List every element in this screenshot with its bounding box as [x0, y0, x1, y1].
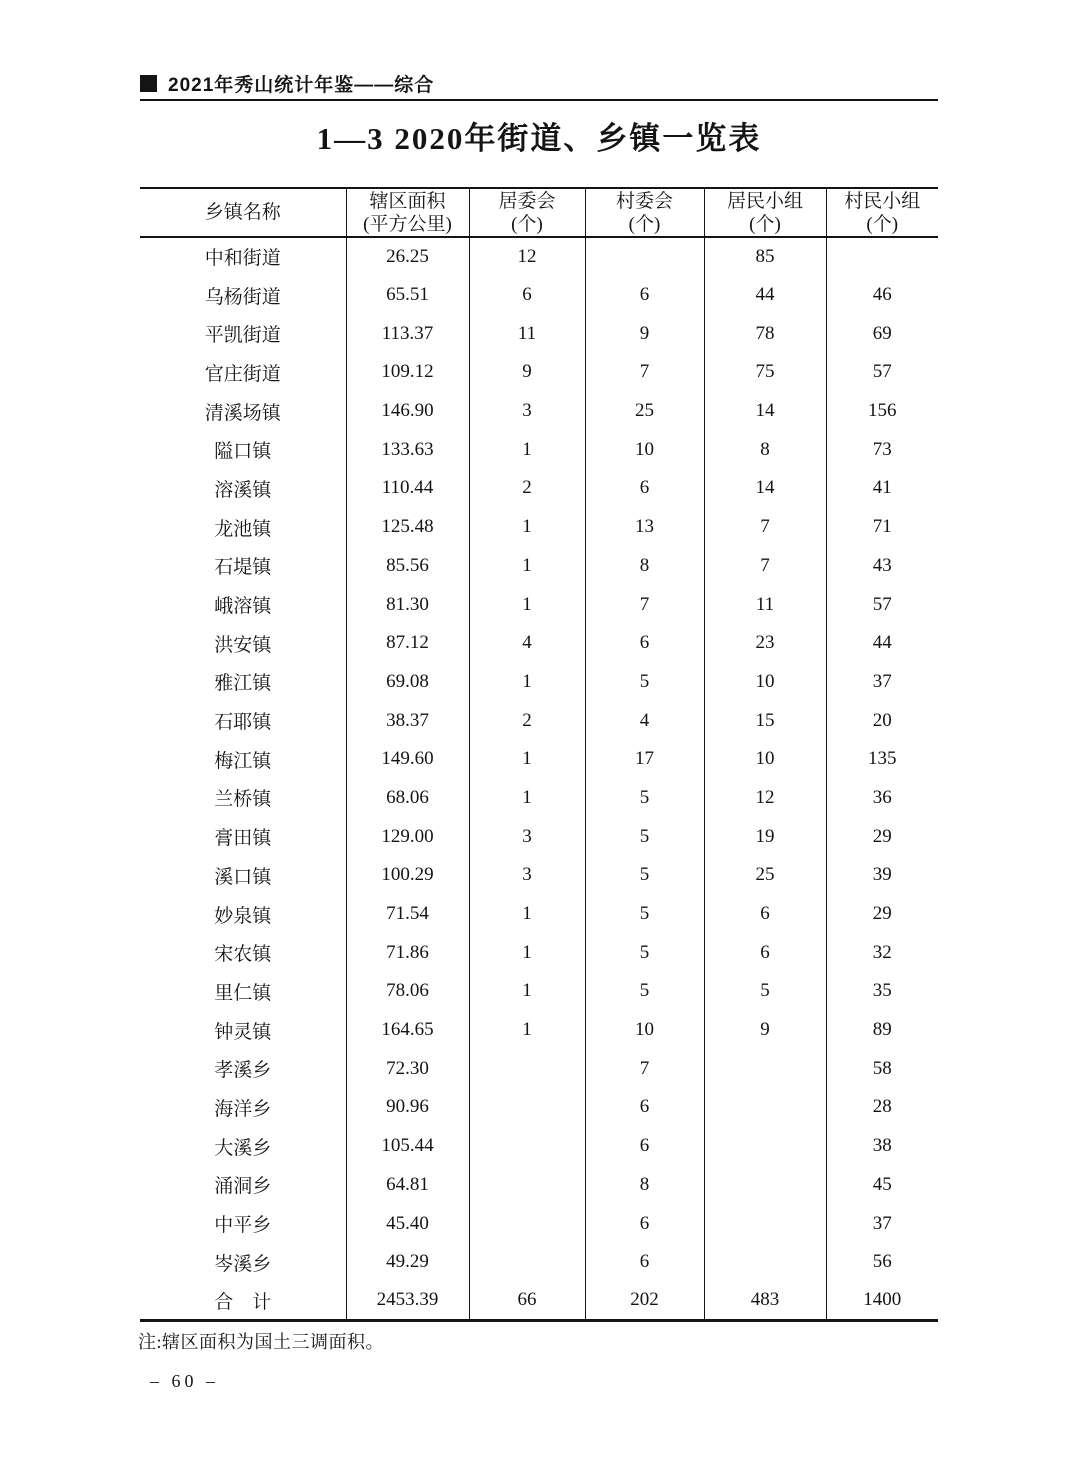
- value-cell: 6: [585, 624, 704, 663]
- table-row: [140, 392, 938, 431]
- value-cell: 109.12: [346, 353, 469, 392]
- township-name-cell: 大溪乡: [214, 1137, 272, 1159]
- table-row: [140, 1011, 938, 1050]
- township-name-cell: 石耶镇: [214, 712, 272, 734]
- value-cell: 1: [469, 547, 585, 586]
- value-cell: 5: [585, 817, 704, 856]
- township-name-cell: 涌洞乡: [214, 1176, 272, 1198]
- table-row: [140, 663, 938, 702]
- value-cell: 2453.39: [346, 1282, 469, 1321]
- table-row: [140, 430, 938, 469]
- value-cell: [826, 237, 938, 276]
- value-cell: 2: [469, 701, 585, 740]
- value-cell: 85.56: [346, 547, 469, 586]
- value-cell: 6: [585, 1204, 704, 1243]
- township-name-cell: 海洋乡: [214, 1098, 272, 1120]
- value-cell: [704, 1243, 826, 1282]
- value-cell: 146.90: [346, 392, 469, 431]
- value-cell: 5: [585, 856, 704, 895]
- value-cell: 1: [469, 740, 585, 779]
- township-name-cell: 乌杨街道: [204, 286, 281, 308]
- value-cell: 46: [826, 276, 938, 315]
- township-name-cell: 平凯街道: [204, 325, 281, 347]
- township-name-cell: 孝溪乡: [214, 1060, 272, 1082]
- value-cell: 6: [585, 1243, 704, 1282]
- value-cell: 37: [826, 1204, 938, 1243]
- value-cell: 12: [469, 237, 585, 276]
- value-cell: 14: [704, 392, 826, 431]
- table-row: [140, 895, 938, 934]
- column-header: 村委会 (个): [585, 188, 704, 237]
- township-name-cell: 洪安镇: [214, 634, 272, 656]
- value-cell: 110.44: [346, 469, 469, 508]
- table-row: [140, 817, 938, 856]
- township-name-cell: 岑溪乡: [214, 1253, 272, 1275]
- column-header: 乡镇名称: [140, 188, 346, 237]
- township-name-cell: 清溪场镇: [204, 402, 281, 424]
- value-cell: 6: [704, 895, 826, 934]
- value-cell: 4: [469, 624, 585, 663]
- value-cell: 69: [826, 314, 938, 353]
- value-cell: 1: [469, 972, 585, 1011]
- value-cell: [469, 1204, 585, 1243]
- value-cell: 135: [826, 740, 938, 779]
- value-cell: 1: [469, 895, 585, 934]
- table-row: [140, 856, 938, 895]
- value-cell: 14: [704, 469, 826, 508]
- table-note: 注:辖区面积为国土三调面积。: [138, 1332, 384, 1352]
- township-name-cell: 官庄街道: [204, 363, 281, 385]
- value-cell: 19: [704, 817, 826, 856]
- value-cell: 1: [469, 585, 585, 624]
- value-cell: 90.96: [346, 1088, 469, 1127]
- value-cell: 38: [826, 1127, 938, 1166]
- value-cell: 6: [585, 276, 704, 315]
- value-cell: 5: [585, 895, 704, 934]
- value-cell: 87.12: [346, 624, 469, 663]
- table-row: [140, 1282, 938, 1321]
- township-name-cell: 膏田镇: [214, 828, 272, 850]
- value-cell: 35: [826, 972, 938, 1011]
- value-cell: 1: [469, 779, 585, 818]
- value-cell: 6: [585, 1088, 704, 1127]
- value-cell: 6: [585, 1127, 704, 1166]
- value-cell: 9: [704, 1011, 826, 1050]
- value-cell: 38.37: [346, 701, 469, 740]
- value-cell: 100.29: [346, 856, 469, 895]
- value-cell: 7: [704, 547, 826, 586]
- table-row: [140, 276, 938, 315]
- township-name-cell: 中平乡: [214, 1215, 272, 1237]
- value-cell: 133.63: [346, 430, 469, 469]
- value-cell: 1: [469, 663, 585, 702]
- value-cell: 13: [585, 508, 704, 547]
- value-cell: 32: [826, 933, 938, 972]
- value-cell: 58: [826, 1049, 938, 1088]
- value-cell: [704, 1088, 826, 1127]
- table-row: [140, 701, 938, 740]
- value-cell: 85: [704, 237, 826, 276]
- value-cell: 149.60: [346, 740, 469, 779]
- township-name-cell: 合 计: [214, 1291, 272, 1313]
- value-cell: 1400: [826, 1282, 938, 1321]
- value-cell: 5: [704, 972, 826, 1011]
- value-cell: 4: [585, 701, 704, 740]
- value-cell: 44: [826, 624, 938, 663]
- value-cell: 105.44: [346, 1127, 469, 1166]
- value-cell: 57: [826, 585, 938, 624]
- table-row: [140, 1166, 938, 1205]
- value-cell: 10: [704, 663, 826, 702]
- table-row: [140, 624, 938, 663]
- page-number: – 60 –: [150, 1371, 219, 1391]
- table-row: [140, 1049, 938, 1088]
- value-cell: 71: [826, 508, 938, 547]
- value-cell: 15: [704, 701, 826, 740]
- value-cell: 89: [826, 1011, 938, 1050]
- value-cell: 26.25: [346, 237, 469, 276]
- header-divider: [140, 99, 938, 101]
- table-header-row: [140, 188, 938, 237]
- value-cell: 7: [585, 1049, 704, 1088]
- value-cell: 3: [469, 392, 585, 431]
- table-row: [140, 314, 938, 353]
- table-row: [140, 1088, 938, 1127]
- value-cell: 10: [585, 430, 704, 469]
- value-cell: 1: [469, 1011, 585, 1050]
- township-name-cell: 雅江镇: [214, 673, 272, 695]
- value-cell: 5: [585, 663, 704, 702]
- township-name-cell: 钟灵镇: [214, 1021, 272, 1043]
- table-row: [140, 353, 938, 392]
- table-row: [140, 585, 938, 624]
- value-cell: 5: [585, 972, 704, 1011]
- value-cell: 1: [469, 508, 585, 547]
- value-cell: 7: [585, 585, 704, 624]
- value-cell: 73: [826, 430, 938, 469]
- value-cell: [469, 1088, 585, 1127]
- township-name-cell: 峨溶镇: [214, 596, 272, 618]
- value-cell: [704, 1166, 826, 1205]
- value-cell: 6: [704, 933, 826, 972]
- value-cell: 11: [704, 585, 826, 624]
- value-cell: 29: [826, 817, 938, 856]
- value-cell: 6: [469, 276, 585, 315]
- value-cell: 56: [826, 1243, 938, 1282]
- value-cell: 41: [826, 469, 938, 508]
- value-cell: 9: [469, 353, 585, 392]
- township-name-cell: 溪口镇: [214, 866, 272, 888]
- township-name-cell: 中和街道: [204, 248, 281, 270]
- value-cell: 129.00: [346, 817, 469, 856]
- township-name-cell: 梅江镇: [214, 750, 272, 772]
- column-header: 村民小组 (个): [826, 188, 938, 237]
- value-cell: 113.37: [346, 314, 469, 353]
- township-name-cell: 隘口镇: [214, 441, 272, 463]
- column-header: 居民小组 (个): [704, 188, 826, 237]
- township-name-cell: 宋农镇: [214, 944, 272, 966]
- table-row: [140, 1127, 938, 1166]
- value-cell: 8: [585, 1166, 704, 1205]
- value-cell: 7: [585, 353, 704, 392]
- value-cell: [469, 1166, 585, 1205]
- table-row: [140, 469, 938, 508]
- value-cell: 36: [826, 779, 938, 818]
- value-cell: [469, 1049, 585, 1088]
- value-cell: 20: [826, 701, 938, 740]
- value-cell: 9: [585, 314, 704, 353]
- value-cell: 71.54: [346, 895, 469, 934]
- value-cell: 39: [826, 856, 938, 895]
- value-cell: 17: [585, 740, 704, 779]
- value-cell: 23: [704, 624, 826, 663]
- black-square-icon: [140, 75, 157, 92]
- page-header: [140, 71, 938, 95]
- value-cell: 6: [585, 469, 704, 508]
- table-row: [140, 779, 938, 818]
- value-cell: [469, 1127, 585, 1166]
- value-cell: 10: [704, 740, 826, 779]
- township-name-cell: 妙泉镇: [214, 905, 272, 927]
- value-cell: [704, 1204, 826, 1243]
- value-cell: 1: [469, 430, 585, 469]
- value-cell: 69.08: [346, 663, 469, 702]
- township-name-cell: 龙池镇: [214, 518, 272, 540]
- page-header-title: 2021年秀山统计年鉴——综合: [168, 74, 435, 96]
- value-cell: 202: [585, 1282, 704, 1321]
- value-cell: 75: [704, 353, 826, 392]
- value-cell: 45.40: [346, 1204, 469, 1243]
- value-cell: 483: [704, 1282, 826, 1321]
- table-row: [140, 237, 938, 276]
- value-cell: 11: [469, 314, 585, 353]
- value-cell: [585, 237, 704, 276]
- value-cell: 5: [585, 779, 704, 818]
- value-cell: 78.06: [346, 972, 469, 1011]
- value-cell: [704, 1127, 826, 1166]
- table-body: [140, 237, 938, 1320]
- value-cell: 44: [704, 276, 826, 315]
- value-cell: 37: [826, 663, 938, 702]
- table-row: [140, 547, 938, 586]
- value-cell: 65.51: [346, 276, 469, 315]
- value-cell: 66: [469, 1282, 585, 1321]
- value-cell: 10: [585, 1011, 704, 1050]
- township-name-cell: 溶溪镇: [214, 479, 272, 501]
- value-cell: 78: [704, 314, 826, 353]
- value-cell: [704, 1049, 826, 1088]
- column-header: 居委会 (个): [469, 188, 585, 237]
- value-cell: 125.48: [346, 508, 469, 547]
- value-cell: 25: [704, 856, 826, 895]
- value-cell: 68.06: [346, 779, 469, 818]
- value-cell: 5: [585, 933, 704, 972]
- value-cell: 49.29: [346, 1243, 469, 1282]
- value-cell: 8: [704, 430, 826, 469]
- table-title: 1—3 2020年街道、乡镇一览表: [316, 121, 762, 156]
- table-row: [140, 972, 938, 1011]
- value-cell: 28: [826, 1088, 938, 1127]
- value-cell: 81.30: [346, 585, 469, 624]
- townships-table: [140, 187, 938, 1322]
- value-cell: 64.81: [346, 1166, 469, 1205]
- value-cell: 29: [826, 895, 938, 934]
- table-row: [140, 1243, 938, 1282]
- table-row: [140, 933, 938, 972]
- value-cell: 43: [826, 547, 938, 586]
- value-cell: 45: [826, 1166, 938, 1205]
- township-name-cell: 石堤镇: [214, 557, 272, 579]
- value-cell: 1: [469, 933, 585, 972]
- value-cell: [469, 1243, 585, 1282]
- value-cell: 156: [826, 392, 938, 431]
- township-name-cell: 兰桥镇: [214, 789, 272, 811]
- value-cell: 164.65: [346, 1011, 469, 1050]
- value-cell: 72.30: [346, 1049, 469, 1088]
- value-cell: 3: [469, 856, 585, 895]
- value-cell: 7: [704, 508, 826, 547]
- column-header: 辖区面积 (平方公里): [346, 188, 469, 237]
- value-cell: 25: [585, 392, 704, 431]
- value-cell: 8: [585, 547, 704, 586]
- value-cell: 57: [826, 353, 938, 392]
- township-name-cell: 里仁镇: [214, 982, 272, 1004]
- value-cell: 3: [469, 817, 585, 856]
- value-cell: 2: [469, 469, 585, 508]
- table-row: [140, 740, 938, 779]
- value-cell: 71.86: [346, 933, 469, 972]
- table-row: [140, 1204, 938, 1243]
- table-row: [140, 508, 938, 547]
- value-cell: 12: [704, 779, 826, 818]
